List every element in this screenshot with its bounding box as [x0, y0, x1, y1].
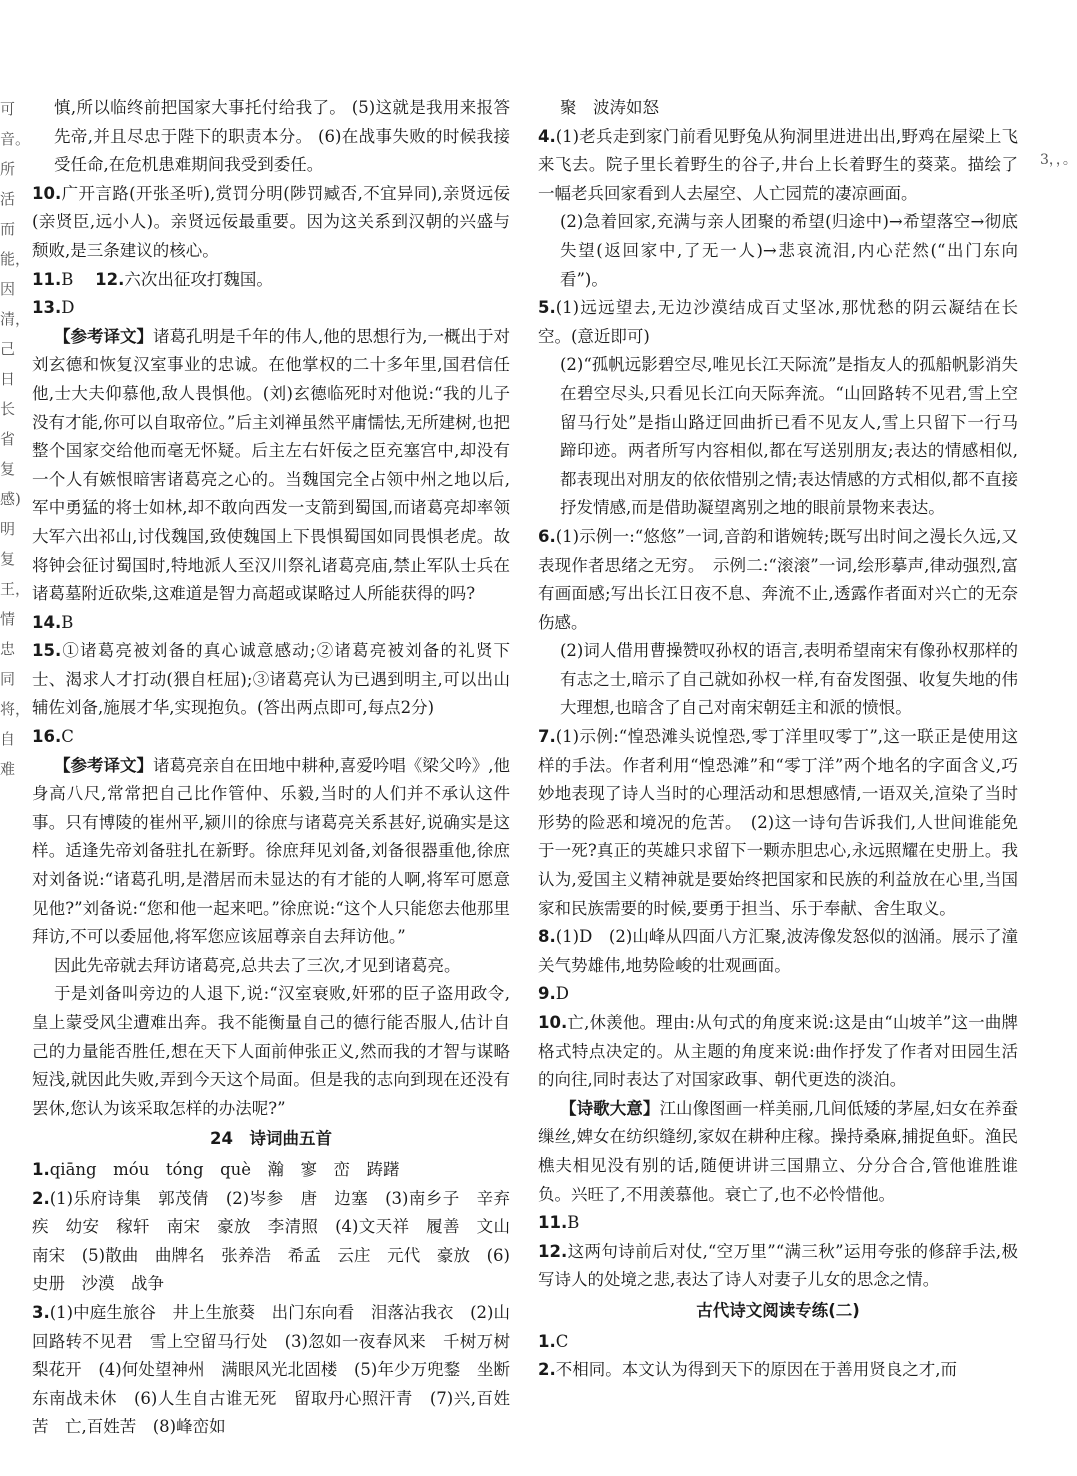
- translation-16: [32, 752, 510, 952]
- answer-text: (1)示例一:“悠悠”一词,音韵和谐婉转;既写出时间之漫长久远,又表现作者思绪之无穷。 示例二:“滚滚”一词,绘形摹声,律动强烈,富有画面感;写出长江日夜不息、奔流不止,透露作者面对兴亡的无奈伤感。: [538, 526, 1018, 632]
- answer-text: (1)远远望去,无边沙漠结成百丈坚冰,那忧愁的阴云凝结在长空。(意近即可): [538, 298, 1018, 346]
- answer-text: qiāng móu tóng què 瀚 寥 峦 踌躇: [49, 1159, 400, 1179]
- translation-16-p3: 于是刘备叫旁边的人退下,说:“汉室衰败,奸邪的臣子盗用政令,皇上蒙受风尘遭难出奔。我不能衡量自己的德行能否服人,估计自己的力量能否胜任,想在天下人面前伸张正义,然而我的才智与谋略短浅,就因此失败,弄到今天这个局面。但是我的志向到现在还没有罢休,您认为该采取怎样的办法呢?”: [32, 984, 510, 1118]
- answer-text: 不相同。本文认为得到天下的原因在于善用贤良之才,而: [555, 1360, 957, 1380]
- answer-r4-2: (2)急着回家,充满与亲人团聚的希望(归途中)→希望落空→彻底失望(返回家中,了无一人)→悲哀流泪,内心茫然(“出门东向看”)。: [560, 212, 1018, 289]
- answer-13: [32, 294, 510, 323]
- s3-continuation: 聚 波涛如怒: [560, 98, 659, 117]
- answer-text: (1)示例:“惶恐滩头说惶恐,零丁洋里叹零丁”,这一联正是使用这样的手法。作者利用“惶恐滩”和“零丁洋”两个地名的字面含义,巧妙地表现了诗人当时的心理活动和思想感情,一语双关,渲染了当时形势的险恶和境况的危苦。 (2)这一诗句告诉我们,人世间谁能免于一死?真正的英雄只求留下一颗赤胆忠心,永远照耀在史册上。我认为,爱国主义精神就是要始终把国家和民族的利益放在心里,当国家和民族需要的时候,要勇于担当、乐于奉献、舍生取义。: [538, 727, 1018, 918]
- answer-p2: [538, 1356, 1018, 1385]
- answer-p1: [538, 1328, 1018, 1357]
- answer-15: [32, 637, 510, 723]
- answer-r10: [538, 1009, 1018, 1095]
- left-column: [32, 94, 527, 1442]
- translation-label: 【参考译文】: [54, 326, 153, 346]
- answer-14: [32, 609, 510, 638]
- answer-10: [32, 180, 510, 266]
- answer-number: 1.: [32, 1159, 50, 1179]
- translation-text: 诸葛孔明是千年的伟人,他的思想行为,一概出于对刘玄德和恢复汉室事业的忠诚。在他掌权的二十多年里,国君信任他,士大夫仰慕他,敌人畏惧他。(刘)玄德临死时对他说:“我的儿子没有才能,你可以自取帝位。”后主刘禅虽然平庸懦怯,无所建树,也把整个国家交给他而毫无怀疑。后主左右奸佞之臣充塞宫中,却没有一个人有嫉恨暗害诸葛亮之心的。当魏国完全占领中州之地以后,军中勇猛的将士如林,却不敢向西发一支箭到蜀国,而诸葛亮却率领大军六出祁山,讨伐魏国,致使魏国上下畏惧蜀国如同畏惧老虎。故将钟会征讨蜀国时,特地派人至汉川祭礼诸葛亮庙,禁止军队士兵在诸葛墓附近砍柴,这难道是智力高超或谋略过人所能获得的吗?: [32, 326, 510, 604]
- answer-text: (1)D (2)山峰从四面八方汇聚,波涛像发怒似的汹涌。展示了潼关气势雄伟,地势险峻的壮观画面。: [538, 927, 1018, 975]
- answer-text: 广开言路(开张圣听),赏罚分明(陟罚臧否,不宜异同),亲贤远佞(亲贤臣,远小人)。亲贤远佞最重要。因为这关系到汉朝的兴盛与颓败,是三条建议的核心。: [32, 183, 510, 260]
- answer-number: 12.: [538, 1241, 568, 1261]
- answer-s2: [32, 1185, 527, 1299]
- section-title-24: 24 诗词曲五首: [210, 1129, 332, 1149]
- section-title-practice: 古代诗文阅读专练(二): [696, 1300, 860, 1320]
- answer-number: 11.: [32, 269, 62, 289]
- answer-number: 2.: [32, 1188, 50, 1208]
- q9-continuation: 慎,所以临终前把国家大事托付给我了。 (5)这就是我用来报答先帝,并且尽忠于陛下的职责本分。 (6)在战事失败的时候我接受任命,在危机患难期间我受到委任。: [54, 98, 510, 175]
- poem-meaning-label: 【诗歌大意】: [560, 1098, 660, 1118]
- answer-text: B: [61, 269, 74, 289]
- answer-number: 5.: [538, 298, 556, 318]
- answer-number: 6.: [538, 526, 556, 546]
- answer-text: 这两句诗前后对仗,“空万里”“满三秋”运用夸张的修辞手法,极写诗人的处境之悲,表达了诗人对妻子儿女的思念之情。: [538, 1241, 1018, 1290]
- answer-text: D: [61, 298, 75, 318]
- answer-number: 14.: [32, 612, 62, 632]
- answer-text: ①诸葛亮被刘备的真心诚意感动;②诸葛亮被刘备的礼贤下士、渴求人才打动(猥自枉屈);③诸葛亮认为已遇到明主,可以出山辅佐刘备,施展才华,实现抱负。(答出两点即可,每点2分): [32, 641, 510, 718]
- answer-11-12: [32, 266, 510, 295]
- answer-r7: [538, 723, 1018, 923]
- answer-number: 1.: [538, 1331, 556, 1351]
- answer-number: 9.: [538, 984, 556, 1004]
- answer-r8: [538, 923, 1018, 980]
- translation-16-p2: 因此先帝就去拜访诸葛亮,总共去了三次,才见到诸葛亮。: [54, 955, 461, 975]
- answer-r4: [538, 123, 1018, 209]
- answer-text: 亡,休羡他。理由:从句式的角度来说:这是由“山坡羊”这一曲牌格式特点决定的。从主题的角度来说:曲作抒发了作者对田园生活的向往,同时表达了对国家政事、朝代更迭的淡泊。: [538, 1013, 1018, 1090]
- answer-text: 六次出征攻打魏国。: [124, 269, 273, 289]
- answer-text: B: [567, 1213, 580, 1233]
- right-column: [538, 94, 1018, 1385]
- answer-number: 10.: [32, 183, 62, 203]
- answer-number: 3.: [32, 1302, 50, 1322]
- translation-13: [32, 323, 510, 609]
- answer-number: 2.: [538, 1360, 556, 1380]
- answer-number: 13.: [32, 298, 62, 318]
- answer-text: C: [61, 727, 74, 747]
- answer-r9: [538, 980, 1018, 1009]
- answer-s3: [32, 1299, 510, 1442]
- answer-number: 11.: [538, 1213, 568, 1233]
- answer-text: B: [61, 612, 74, 632]
- answer-text: (1)乐府诗集 郭茂倩 (2)岑参 唐 边塞 (3)南乡子 辛弃疾 幼安 稼轩 南宋 豪放 李清照 (4)文天祥 履善 文山 南宋 (5)散曲 曲牌名 张养浩 希孟 云庄 元代 豪放 (6)史册 沙漠 战争: [32, 1188, 527, 1294]
- answer-number: 10.: [538, 1013, 568, 1032]
- answer-text: C: [555, 1331, 569, 1351]
- translation-label: 【参考译文】: [54, 755, 153, 775]
- answer-number: 4.: [538, 126, 556, 146]
- answer-text: (1)中庭生旅谷 井上生旅葵 出门东向看 泪落沾我衣 (2)山回路转不见君 雪上空留马行处 (3)忽如一夜春风来 千树万树梨花开 (4)何处望神州 满眼风光北固楼 (5)年少万兜鍪 坐断东南战未休 (6)人生自古谁无死 留取丹心照汗青 (7)兴,百姓苦 亡,百姓苦 (8)峰峦如: [32, 1302, 510, 1437]
- answer-number: 8.: [538, 927, 556, 947]
- answer-r12: [538, 1238, 1018, 1295]
- left-margin-fragment: 可音。所活而能，因清，己日长省复感)明复王，情忠同将，自难: [0, 100, 31, 778]
- answer-number: 12.: [95, 269, 125, 289]
- poem-meaning: [538, 1095, 1018, 1209]
- answer-text: D: [555, 984, 569, 1004]
- right-margin-fragment: 3，，。: [1040, 152, 1077, 168]
- answer-r5: [538, 294, 1018, 351]
- poem-meaning-text: 江山像图画一样美丽,几间低矮的茅屋,妇女在养蚕缫丝,婢女在纺织缝纫,家奴在耕种庄稼。操持桑麻,捕捉鱼虾。渔民樵夫相见没有别的话,随便讲讲三国鼎立、分分合合,管他谁胜谁负。兴旺了,不用羡慕他。衰亡了,也不必怜惜他。: [538, 1098, 1018, 1204]
- translation-text: 诸葛亮亲自在田地中耕种,喜爱吟唱《梁父吟》,他身高八尺,常常把自己比作管仲、乐毅,当时的人们并不承认这件事。只有博陵的崔州平,颍川的徐庶与诸葛亮关系甚好,说确实是这样。适逢先帝刘备驻扎在新野。徐庶拜见刘备,刘备很器重他,徐庶对刘备说:“诸葛孔明,是潜居而未显达的有才能的人啊,将军可愿意见他?”刘备说:“您和他一起来吧。”徐庶说:“这个人只能您去他那里拜访,不可以委屈他,将军您应该屈尊亲自去拜访他。”: [32, 755, 510, 947]
- answer-text: (1)老兵走到家门前看见野兔从狗洞里进进出出,野鸡在屋梁上飞来飞去。院子里长着野生的谷子,井台上长着野生的葵菜。描绘了一幅老兵回家看到人去屋空、人亡园荒的凄凉画面。: [538, 126, 1018, 203]
- answer-number: 16.: [32, 727, 62, 747]
- answer-r6: [538, 523, 1018, 637]
- answer-s1: [32, 1156, 510, 1185]
- answer-number: 15.: [32, 641, 62, 661]
- answer-r11: [538, 1209, 1018, 1238]
- answer-r6-2: (2)词人借用曹操赞叹孙权的语言,表明希望南宋有像孙权那样的有志之士,暗示了自己就如孙权一样,有奋发图强、收复失地的伟大理想,也暗含了自己对南宋朝廷主和派的愤恨。: [560, 641, 1018, 718]
- answer-r5-2: (2)“孤帆远影碧空尽,唯见长江天际流”是指友人的孤船帆影消失在碧空尽头,只看见长江向天际奔流。“山回路转不见君,雪上空留马行处”是指山路迂回曲折已看不见友人,雪上只留下一行马蹄印迹。两者所写内容相似,都在写送别朋友;表达的情感相似,都表现出对朋友的依依惜别之情;表达情感的方式相似,都不直接抒发情感,而是借助凝望离别之地的眼前景物来表达。: [560, 355, 1018, 518]
- answer-number: 7.: [538, 727, 556, 747]
- answer-16: [32, 723, 510, 752]
